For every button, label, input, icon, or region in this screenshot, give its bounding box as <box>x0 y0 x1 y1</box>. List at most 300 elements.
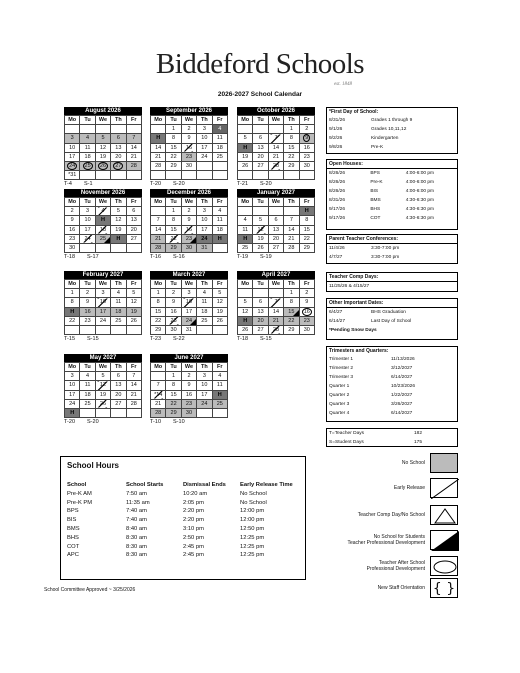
month-totals <box>150 254 228 260</box>
hours-cell: 12:25 pm <box>240 534 265 541</box>
day-number: 2 <box>187 208 191 215</box>
day-number: 13 <box>115 382 122 389</box>
day-cell <box>126 207 141 216</box>
day-cell <box>65 161 80 170</box>
open-house-row-cell: 8/26/26 <box>329 189 346 194</box>
comp-days-panel <box>326 272 458 292</box>
day-cell <box>299 143 314 152</box>
day-cell <box>238 171 253 180</box>
day-cell <box>166 289 181 298</box>
day-cell <box>166 234 181 243</box>
ptc-row-cell: 4/7/27 <box>329 255 343 260</box>
day-cell <box>95 408 110 417</box>
day-cell <box>299 289 314 298</box>
open-house-row-cell: BPS <box>370 171 380 176</box>
day-cell <box>238 216 253 225</box>
day-number: 10 <box>185 299 193 306</box>
day-number: 23 <box>185 235 193 242</box>
trimester-row-cell: Quarter 4 <box>329 411 350 416</box>
legend-item <box>312 556 458 576</box>
legend-label: Teacher Comp Day/No School <box>357 512 425 518</box>
day-number: H <box>70 410 75 417</box>
day-cell <box>65 216 80 225</box>
day-cell <box>151 307 166 316</box>
open-house-row <box>327 178 457 187</box>
day-number: 17 <box>201 144 208 151</box>
day-number: 16 <box>185 144 193 151</box>
month-total: S-19 <box>260 254 272 261</box>
weekday-header: Th <box>284 198 299 207</box>
day-cell <box>197 408 212 417</box>
month-header: October 2026 <box>237 107 315 115</box>
first-day-row-cell: Grades 10,11,12 <box>371 127 407 132</box>
day-cell <box>197 390 212 399</box>
day-cell <box>80 298 95 307</box>
day-number: 25 <box>201 317 208 324</box>
day-cell <box>238 161 253 170</box>
day-number: 12 <box>257 226 264 233</box>
day-cell <box>80 399 95 408</box>
day-cell <box>212 399 227 408</box>
day-number: 23 <box>84 317 91 324</box>
month-calendar <box>64 107 142 187</box>
day-cell <box>80 372 95 381</box>
day-number: 28 <box>155 245 162 252</box>
day-number: 4 <box>86 135 90 142</box>
month-totals <box>150 419 228 425</box>
day-cell <box>166 399 181 408</box>
day-cell <box>299 243 314 252</box>
day-number: 5 <box>116 208 120 215</box>
day-cell <box>268 125 283 134</box>
braces-icon: { } <box>430 578 458 598</box>
totals-row-cell: 175 <box>414 440 423 445</box>
day-cell <box>268 307 283 316</box>
hours-row <box>67 535 299 544</box>
day-number: 31 <box>185 327 193 334</box>
day-cell <box>212 316 227 325</box>
day-number: 30 <box>69 245 76 252</box>
trimester-row <box>327 364 457 373</box>
day-cell <box>253 325 268 334</box>
day-cell <box>238 289 253 298</box>
day-cell <box>181 316 196 325</box>
day-cell <box>181 152 196 161</box>
day-number: 7 <box>156 382 160 389</box>
day-number: 18 <box>201 308 208 315</box>
day-number: 4 <box>86 373 90 380</box>
day-number: 30 <box>185 410 193 417</box>
day-cell <box>151 171 166 180</box>
day-cell <box>197 225 212 234</box>
weekday-header: We <box>268 280 283 289</box>
day-number: 17 <box>201 226 208 233</box>
day-number: 6 <box>274 217 278 224</box>
day-cell <box>126 381 141 390</box>
open-house-row <box>327 214 457 223</box>
legend-item <box>312 578 458 598</box>
weekday-header: Fr <box>212 363 227 372</box>
day-number: 24 <box>185 317 193 324</box>
first-day-row-cell: 9/1/26 <box>329 127 343 132</box>
month-total: S-10 <box>173 419 185 426</box>
ptc-row <box>327 253 457 262</box>
day-cell <box>111 143 126 152</box>
day-number: 1 <box>156 290 160 297</box>
day-cell <box>95 390 110 399</box>
day-cell <box>212 325 227 334</box>
day-number: 24 <box>84 235 91 242</box>
day-cell <box>151 234 166 243</box>
month-header: June 2027 <box>150 354 228 362</box>
weekday-header: Mo <box>65 363 80 372</box>
totals-row-cell: 182 <box>414 431 423 436</box>
day-cell <box>212 298 227 307</box>
day-number: 14 <box>272 308 280 315</box>
day-cell <box>253 143 268 152</box>
ptc-row-cell: 11/4/26 <box>329 246 345 251</box>
day-cell <box>284 207 299 216</box>
day-cell <box>284 161 299 170</box>
day-number: 20 <box>130 226 137 233</box>
day-cell <box>268 243 283 252</box>
day-number: 24 <box>69 400 76 407</box>
day-number: 20 <box>257 153 264 160</box>
hours-cell: 12:00 pm <box>240 517 265 524</box>
day-cell <box>166 316 181 325</box>
day-cell <box>268 225 283 234</box>
day-cell <box>126 399 141 408</box>
hours-row <box>67 552 299 561</box>
legend-label: Teacher After School Professional Development <box>366 560 425 572</box>
day-cell <box>284 152 299 161</box>
day-cell <box>268 298 283 307</box>
day-number: 5 <box>218 290 222 297</box>
day-number: 31 <box>201 245 208 252</box>
day-cell <box>151 381 166 390</box>
day-cell <box>238 125 253 134</box>
day-number: 17 <box>69 153 76 160</box>
weekday-header: We <box>95 116 110 125</box>
day-number: 2 <box>70 208 74 215</box>
day-cell <box>95 234 110 243</box>
first-day-row <box>327 116 457 125</box>
day-number: 23 <box>69 235 76 242</box>
hours-cell: 3:10 pm <box>183 525 204 532</box>
day-cell <box>284 243 299 252</box>
weekday-header: Fr <box>126 363 141 372</box>
day-cell <box>253 171 268 180</box>
day-cell <box>95 399 110 408</box>
day-number: 15 <box>288 144 295 151</box>
day-cell <box>268 171 283 180</box>
first-day-title: *First Day of School: <box>329 109 379 115</box>
day-cell <box>111 381 126 390</box>
day-number: 21 <box>272 317 280 324</box>
month-total: T-16 <box>150 254 162 261</box>
day-number: 10 <box>69 144 76 151</box>
day-cell <box>253 125 268 134</box>
day-number: 23 <box>185 153 193 160</box>
day-cell <box>181 207 196 216</box>
hours-row <box>67 544 299 553</box>
month-header: February 2027 <box>64 271 142 279</box>
day-cell <box>111 307 126 316</box>
day-cell <box>65 372 80 381</box>
day-number: 19 <box>216 308 223 315</box>
day-number: 17 <box>84 226 91 233</box>
weekday-header: Mo <box>238 198 253 207</box>
first-day-row <box>327 125 457 134</box>
day-cell <box>95 316 110 325</box>
day-number: 22 <box>170 235 177 242</box>
weekday-header: Fr <box>299 198 314 207</box>
trimester-row-cell: 6/14/2027 <box>391 375 413 380</box>
hours-cell: 2:50 pm <box>183 534 204 541</box>
hours-cell: No School <box>240 499 267 506</box>
month-calendar <box>150 271 228 342</box>
month-header: March 2027 <box>150 271 228 279</box>
month-totals <box>150 181 228 187</box>
day-number: 21 <box>155 400 162 407</box>
day-cell <box>80 408 95 417</box>
totals-row-cell: T=Teacher Days <box>329 431 365 436</box>
hours-cell: 12:00 pm <box>240 508 265 515</box>
day-number: 20 <box>115 391 122 398</box>
day-cell <box>80 134 95 143</box>
open-houses-panel <box>326 159 458 230</box>
day-cell <box>95 381 110 390</box>
day-number: 6 <box>259 135 263 142</box>
day-cell <box>151 143 166 152</box>
day-number: 4 <box>116 290 120 297</box>
day-number: 28 <box>155 410 162 417</box>
day-cell <box>268 207 283 216</box>
logo-text: Biddeford Schools <box>155 48 365 80</box>
day-cell <box>166 125 181 134</box>
day-cell <box>253 152 268 161</box>
day-cell <box>166 134 181 143</box>
first-day-row-cell: 9/8/26 <box>329 145 343 150</box>
day-cell <box>126 161 141 170</box>
open-house-row-cell: BHS <box>370 207 381 212</box>
day-cell <box>80 152 95 161</box>
day-number: 12 <box>99 382 107 389</box>
legend-item <box>312 478 458 498</box>
month-total: T-15 <box>64 336 76 343</box>
hours-cell: BIS <box>67 517 77 524</box>
day-cell <box>181 171 196 180</box>
day-number: 8 <box>70 299 74 306</box>
ptc-row-cell: 3:30-7:00 pm <box>371 246 400 251</box>
oval-icon <box>430 556 458 576</box>
day-number: 9 <box>172 299 176 306</box>
day-number: 19 <box>257 235 264 242</box>
day-number: H <box>243 235 248 242</box>
month-calendar <box>64 354 142 425</box>
day-cell <box>65 134 80 143</box>
day-number: 30 <box>185 245 193 252</box>
day-cell <box>212 372 227 381</box>
day-cell <box>181 399 196 408</box>
day-number: 22 <box>303 235 310 242</box>
weekday-header: Tu <box>253 280 268 289</box>
weekday-header: Th <box>111 363 126 372</box>
day-number: 19 <box>99 391 107 398</box>
day-cell <box>299 171 314 180</box>
day-number: 17 <box>69 391 76 398</box>
day-number: 8 <box>172 217 176 224</box>
day-number: 11 <box>242 226 249 233</box>
weekday-header: Fr <box>126 280 141 289</box>
other-date-row-cell: 6/14/27 <box>329 319 346 324</box>
day-number: 21 <box>288 235 295 242</box>
hours-cell: Pre-K AM <box>67 490 92 497</box>
day-number: 14 <box>130 144 137 151</box>
weekday-header: Tu <box>80 280 95 289</box>
month-totals <box>64 336 142 342</box>
day-cell <box>166 372 181 381</box>
first-day-row-cell: 8/31/26 <box>329 118 346 123</box>
trimester-row-cell: 6/14/2027 <box>391 411 413 416</box>
day-number: 11 <box>216 382 223 389</box>
day-cell <box>80 381 95 390</box>
day-number: 4 <box>202 290 206 297</box>
day-cell <box>238 243 253 252</box>
day-number: 22 <box>288 153 295 160</box>
day-number: 9 <box>187 217 191 224</box>
day-number: 10 <box>201 382 208 389</box>
day-number: 8 <box>156 299 160 306</box>
day-cell <box>181 408 196 417</box>
day-number: 28 <box>130 400 137 407</box>
month-total: S-20 <box>173 181 185 188</box>
day-cell <box>299 307 314 316</box>
open-house-row-cell: 8/26/26 <box>329 180 346 185</box>
day-cell <box>111 243 126 252</box>
day-number: 6 <box>132 208 136 215</box>
day-cell <box>126 316 141 325</box>
triangle-icon <box>430 505 458 525</box>
day-number: 11 <box>216 217 223 224</box>
day-number: 6 <box>259 299 263 306</box>
weekday-header: Tu <box>166 198 181 207</box>
weekday-header: Tu <box>166 280 181 289</box>
day-cell <box>284 325 299 334</box>
day-cell <box>126 307 141 316</box>
day-number: 3 <box>187 290 191 297</box>
day-cell <box>111 207 126 216</box>
month-total: T-20 <box>150 181 162 188</box>
comp-days-title: Teacher Comp Days: <box>327 273 457 282</box>
day-cell <box>238 225 253 234</box>
day-number: 3 <box>70 373 74 380</box>
day-cell <box>253 307 268 316</box>
weekday-header: We <box>181 198 196 207</box>
day-cell <box>80 216 95 225</box>
day-cell <box>65 325 80 334</box>
day-number: 23 <box>303 317 310 324</box>
day-number: 26 <box>257 245 264 252</box>
day-cell <box>268 161 283 170</box>
first-day-row-cell: Grades 1 through 9 <box>371 118 413 123</box>
day-cell <box>197 298 212 307</box>
day-number: 6 <box>116 135 120 142</box>
day-number: 4 <box>101 208 105 215</box>
day-number: 10 <box>201 217 208 224</box>
day-cell <box>80 207 95 216</box>
day-number: 27 <box>257 327 264 334</box>
gray-box-icon <box>430 453 458 473</box>
day-number: 20 <box>115 153 122 160</box>
day-cell <box>284 134 299 143</box>
day-number: 25 <box>242 245 249 252</box>
first-day-row-cell: Kindergarten <box>371 136 399 141</box>
day-cell <box>111 399 126 408</box>
day-cell <box>166 381 181 390</box>
day-cell <box>95 152 110 161</box>
totals-row <box>327 429 457 438</box>
weekday-header: Tu <box>253 116 268 125</box>
legend-label: No School for Students Teacher Professional Development <box>347 534 425 546</box>
day-cell <box>238 316 253 325</box>
day-cell <box>95 225 110 234</box>
day-cell <box>95 134 110 143</box>
day-number: 16 <box>170 308 177 315</box>
legend-label: Early Release <box>393 485 425 491</box>
col-dismissal: Dismissal Ends <box>183 482 226 488</box>
day-cell <box>80 390 95 399</box>
hours-cell: 12:25 pm <box>240 543 265 550</box>
day-number: 16 <box>303 308 310 315</box>
day-number: 12 <box>216 299 223 306</box>
day-cell <box>181 243 196 252</box>
day-cell <box>181 161 196 170</box>
month-header: December 2026 <box>150 189 228 197</box>
day-cell <box>151 152 166 161</box>
day-number: 29 <box>170 245 177 252</box>
day-cell <box>284 125 299 134</box>
month-total: S-16 <box>173 254 185 261</box>
day-cell <box>151 289 166 298</box>
day-number: 25 <box>216 400 223 407</box>
day-cell <box>111 234 126 243</box>
day-cell <box>284 316 299 325</box>
trimester-row <box>327 373 457 382</box>
weekday-header: Mo <box>238 116 253 125</box>
day-number: 24 <box>69 163 76 170</box>
weekday-header: Tu <box>166 363 181 372</box>
day-number: H <box>156 135 161 142</box>
col-school: School <box>67 482 87 488</box>
day-number: 27 <box>272 245 280 252</box>
day-number: 25 <box>216 153 223 160</box>
day-number: 16 <box>185 391 193 398</box>
day-number: 5 <box>243 299 247 306</box>
day-cell <box>151 399 166 408</box>
day-cell <box>151 125 166 134</box>
day-number: 21 <box>272 153 280 160</box>
weekday-header: Th <box>111 198 126 207</box>
weekday-header: Fr <box>299 116 314 125</box>
weekday-header: Tu <box>80 198 95 207</box>
weekday-header: Th <box>111 116 126 125</box>
weekday-header: Th <box>284 116 299 125</box>
day-cell <box>197 134 212 143</box>
day-cell <box>95 143 110 152</box>
day-number: 10 <box>201 135 208 142</box>
day-cell <box>238 298 253 307</box>
